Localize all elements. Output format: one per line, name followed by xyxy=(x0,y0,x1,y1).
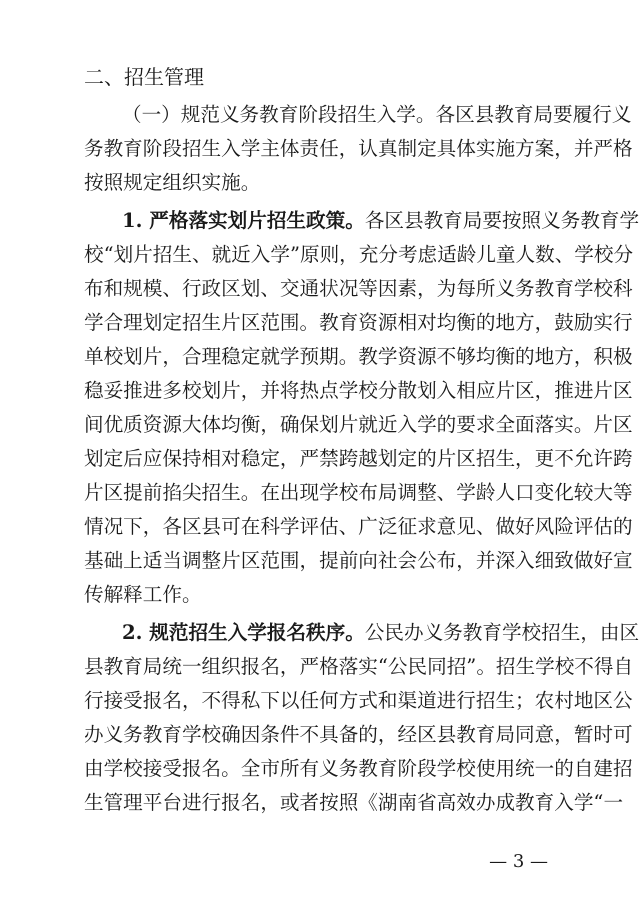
item-1-text: 各区县教育局要按照义务教育学 xyxy=(364,209,639,232)
paragraph-line: 生管理平台进行报名，或者按照《湖南省高效办成教育入学“一 xyxy=(84,791,624,814)
paragraph-line: 由学校接受报名。全市所有义务教育阶段学校使用统一的自建招 xyxy=(84,757,633,780)
item-2-first-line xyxy=(122,616,639,650)
paragraph-line: 行接受报名，不得私下以任何方式和渠道进行招生；农村地区公 xyxy=(84,689,633,712)
paragraph-line: 县教育局统一组织报名，严格落实“公民同招”。招生学校不得自 xyxy=(84,655,634,678)
section-heading: 二、招生管理 xyxy=(84,65,204,89)
paragraph-line: 传解释工作。 xyxy=(84,583,202,606)
paragraph-line: 情况下，各区县可在科学评估、广泛征求意见、做好风险评估的 xyxy=(84,515,633,538)
paragraph-line: 稳妥推进多校划片，并将热点学校分散划入相应片区，推进片区 xyxy=(84,379,633,402)
page-number: — 3 — xyxy=(489,851,548,872)
paragraph-line: 片区提前掐尖招生。在出现学校布局调整、学龄人口变化较大等 xyxy=(84,481,633,504)
item-2-text: 公民办义务教育学校招生，由区 xyxy=(364,621,639,644)
paragraph-line: 学合理划定招生片区范围。教育资源相对均衡的地方，鼓励实行 xyxy=(84,311,633,334)
item-2-title: 2. 规范招生入学报名秩序。 xyxy=(122,621,365,644)
paragraph-line: 单校划片，合理稳定就学预期。教学资源不够均衡的地方，积极 xyxy=(84,345,633,368)
paragraph-line: （一）规范义务教育阶段招生入学。各区县教育局要履行义 xyxy=(122,103,632,126)
paragraph-line: 间优质资源大体均衡，确保划片就近入学的要求全面落实。片区 xyxy=(84,413,633,436)
paragraph-line: 按照规定组织实施。 xyxy=(84,171,261,194)
item-1-title: 1. 严格落实划片招生政策。 xyxy=(122,209,365,232)
paragraph-line: 办义务教育学校确因条件不具备的，经区县教育局同意，暂时可 xyxy=(84,723,633,746)
paragraph-line: 布和规模、行政区划、交通状况等因素，为每所义务教育学校科 xyxy=(84,277,633,300)
paragraph-line: 务教育阶段招生入学主体责任，认真制定具体实施方案，并严格 xyxy=(84,137,633,160)
paragraph-line: 划定后应保持相对稳定，严禁跨越划定的片区招生，更不允许跨 xyxy=(84,447,633,470)
item-1-first-line xyxy=(122,204,639,238)
paragraph-line: 校“划片招生、就近入学”原则，充分考虑适龄儿童人数、学校分 xyxy=(84,243,634,266)
paragraph-line: 基础上适当调整片区范围，提前向社会公布，并深入细致做好宣 xyxy=(84,549,633,572)
